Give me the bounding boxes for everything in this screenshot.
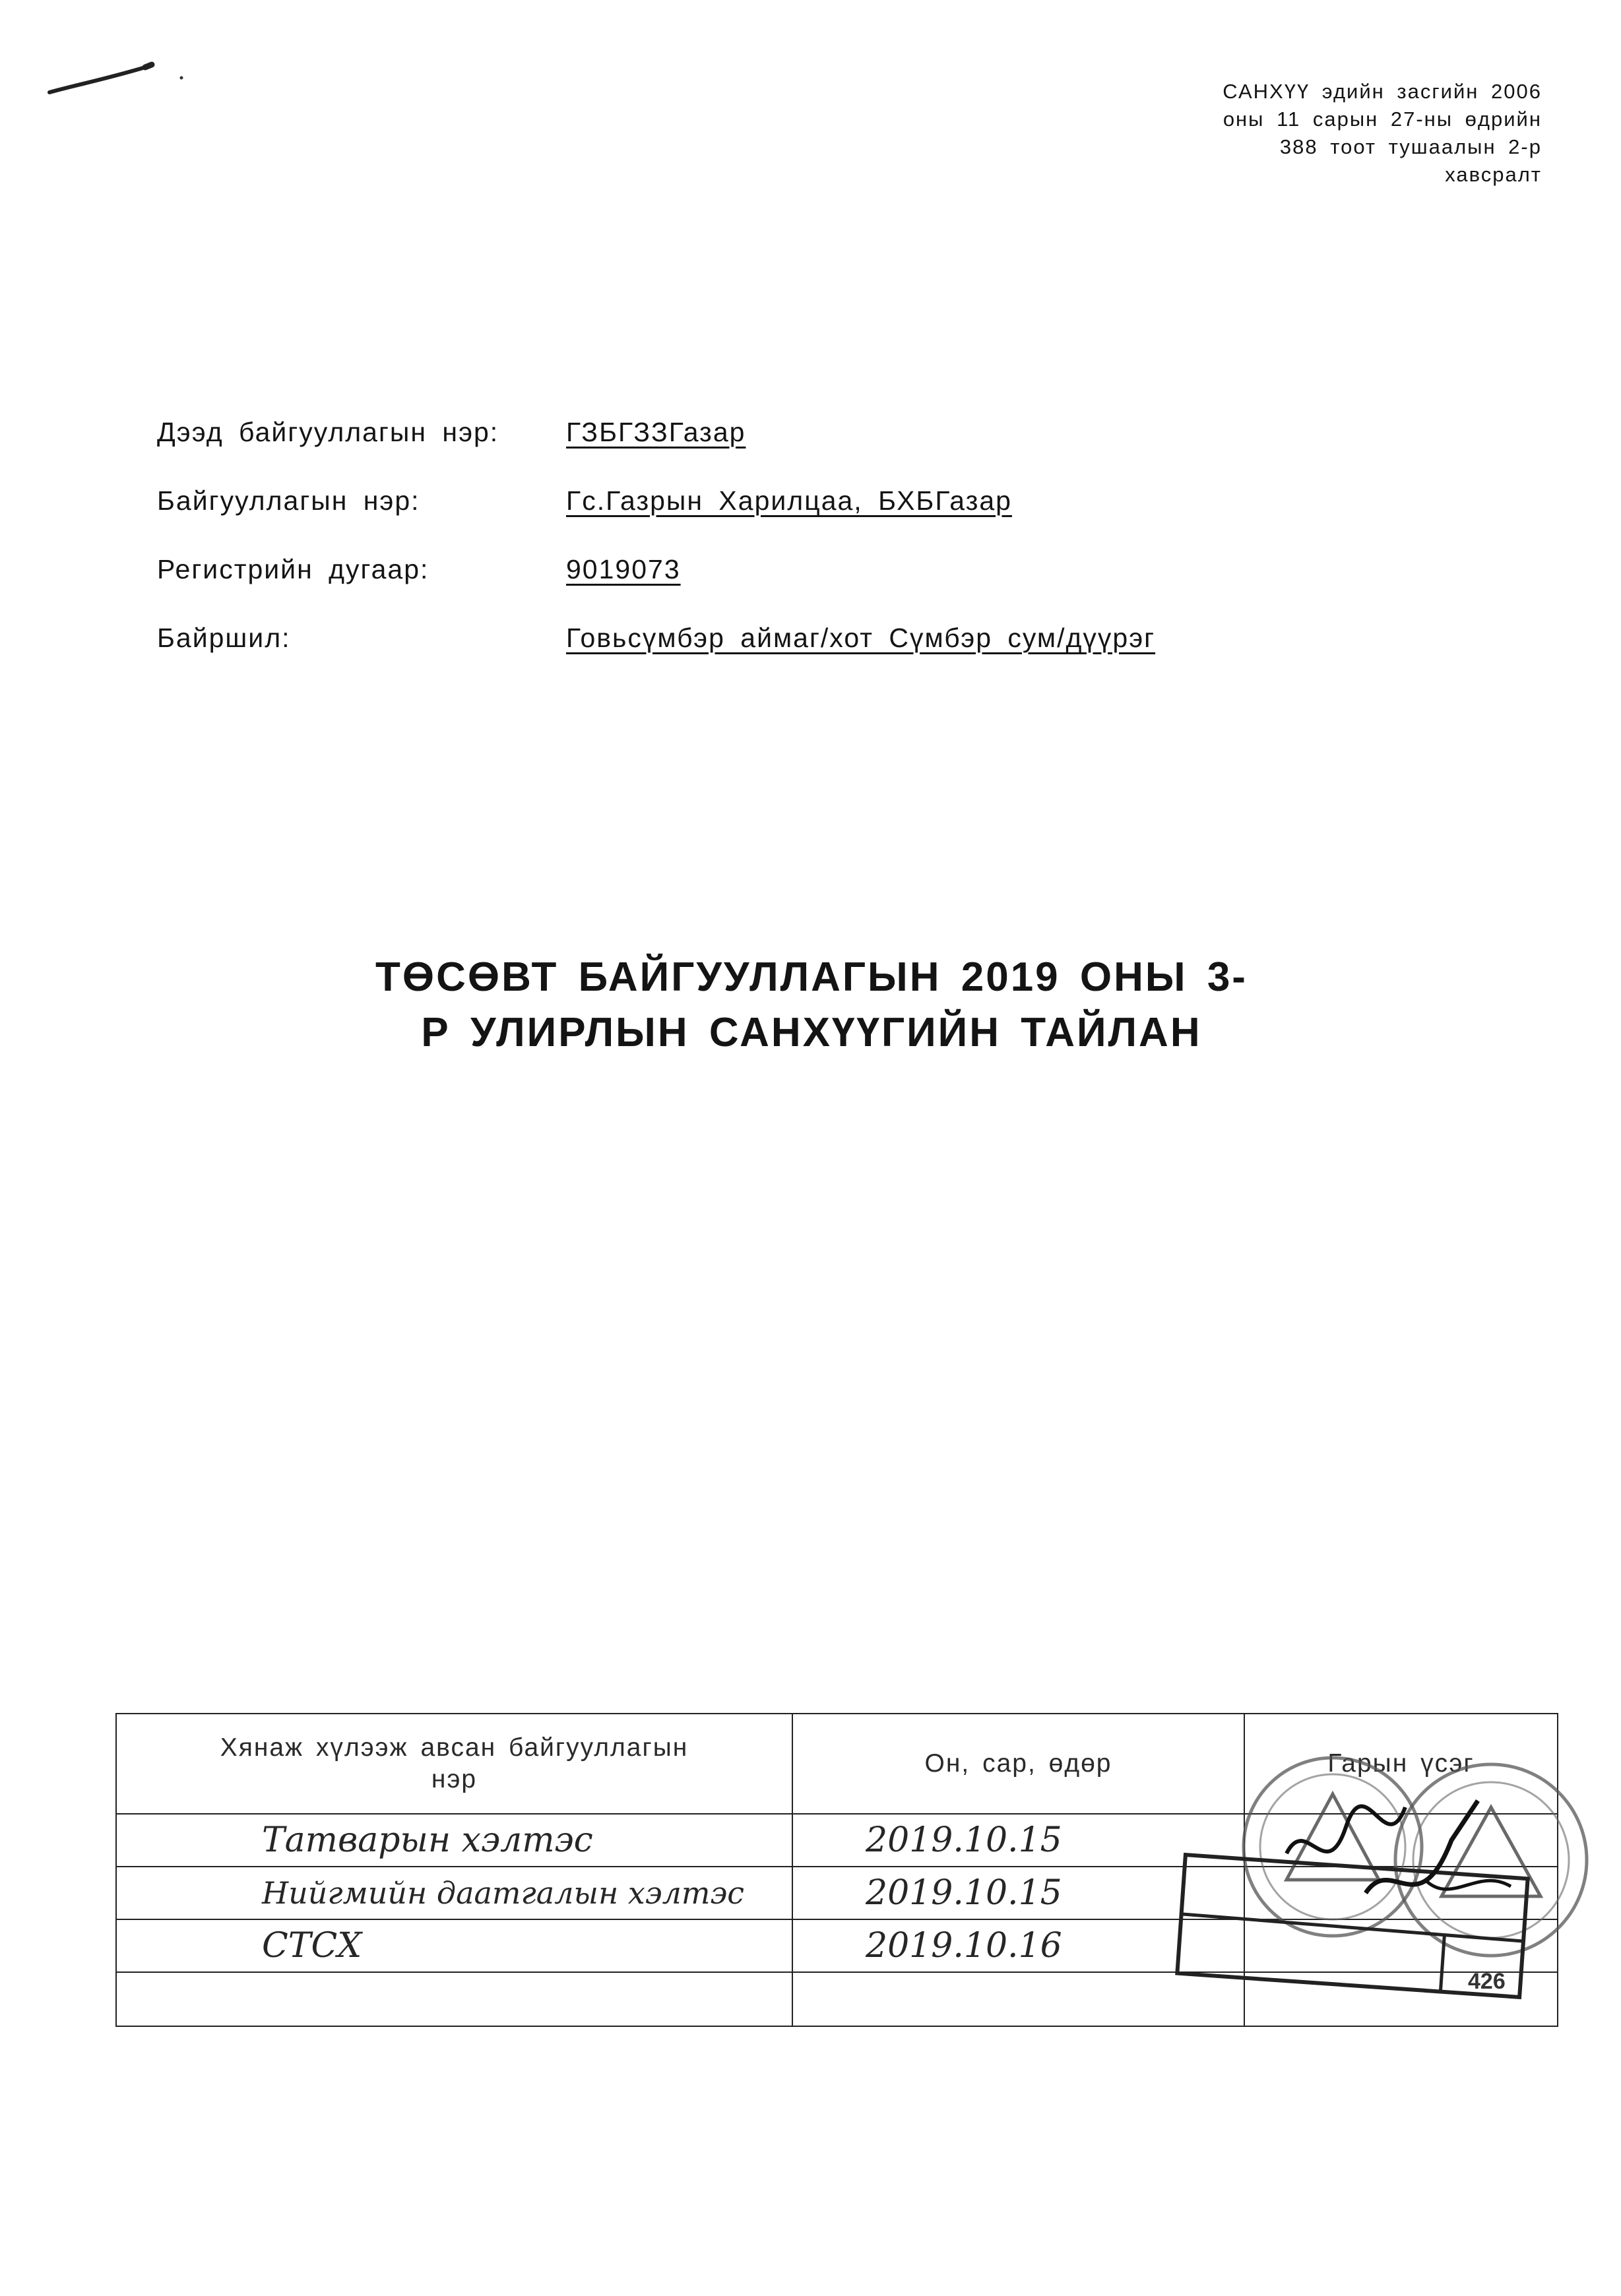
table-row bbox=[116, 1919, 1558, 1972]
report-title-line: ТӨСӨВТ БАЙГУУЛЛАГЫН 2019 ОНЫ 3- bbox=[375, 954, 1248, 1000]
org-name-label: Байгууллагын нэр: bbox=[157, 485, 420, 516]
row-signature bbox=[1244, 1919, 1558, 1972]
table-row-empty bbox=[116, 1972, 1558, 2026]
parent-org-label: Дээд байгууллагын нэр: bbox=[157, 417, 499, 447]
row-signature bbox=[1244, 1867, 1558, 1919]
row-org-name: Татварын хэлтэс bbox=[116, 1814, 792, 1867]
header-org-line: Хянаж хүлээж авсан байгууллагын bbox=[220, 1733, 689, 1762]
attachment-note-line: САНХҮҮ эдийн засгийн 2006 bbox=[1223, 80, 1542, 103]
registry-number-value: 9019073 bbox=[566, 554, 681, 584]
header-org-name bbox=[116, 1714, 792, 1814]
registry-number-label: Регистрийн дугаар: bbox=[157, 554, 429, 584]
org-name-row bbox=[157, 478, 1345, 546]
table-header-row bbox=[116, 1714, 1558, 1814]
report-title bbox=[369, 950, 1254, 1061]
row-signature bbox=[1244, 1972, 1558, 2026]
header-signature: Гарын үсэг bbox=[1244, 1714, 1558, 1814]
table-row bbox=[116, 1867, 1558, 1919]
location-value: Говьсүмбэр аймаг/хот Сүмбэр сум/дүүрэг bbox=[566, 623, 1156, 653]
registry-number-row bbox=[157, 546, 1345, 615]
attachment-note-line: оны 11 сарын 27-ны өдрийн bbox=[1223, 108, 1542, 131]
review-table bbox=[115, 1713, 1558, 2027]
location-label: Байршил: bbox=[157, 623, 291, 653]
attachment-note-line: хавсралт bbox=[1445, 163, 1542, 186]
table-row bbox=[116, 1814, 1558, 1867]
stamp-number: 426 bbox=[1468, 1969, 1506, 1994]
attachment-note-line: 388 тоот тушаалын 2-р bbox=[1279, 135, 1542, 158]
row-date bbox=[792, 1972, 1244, 2026]
row-org-name bbox=[116, 1972, 792, 2026]
location-row bbox=[157, 615, 1345, 683]
header-date: Он, сар, өдөр bbox=[792, 1714, 1244, 1814]
report-title-line: Р УЛИРЛЫН САНХҮҮГИЙН ТАЙЛАН bbox=[421, 1010, 1202, 1055]
row-signature bbox=[1244, 1814, 1558, 1867]
row-org-name: СТСХ bbox=[116, 1919, 792, 1972]
parent-org-value: ГЗБГЗЗГазар bbox=[566, 417, 746, 447]
pen-scribble-mark bbox=[46, 59, 191, 99]
org-name-value: Гс.Газрын Харилцаа, БХБГазар bbox=[566, 485, 1012, 516]
row-date: 2019.10.15 bbox=[792, 1867, 1244, 1919]
attachment-note bbox=[1080, 78, 1542, 189]
parent-org-row bbox=[157, 409, 1345, 478]
organization-info bbox=[157, 409, 1345, 683]
row-date: 2019.10.15 bbox=[792, 1814, 1244, 1867]
header-org-line: нэр bbox=[431, 1765, 478, 1793]
row-date: 2019.10.16 bbox=[792, 1919, 1244, 1972]
row-org-name: Нийгмийн даатгалын хэлтэс bbox=[116, 1867, 792, 1919]
